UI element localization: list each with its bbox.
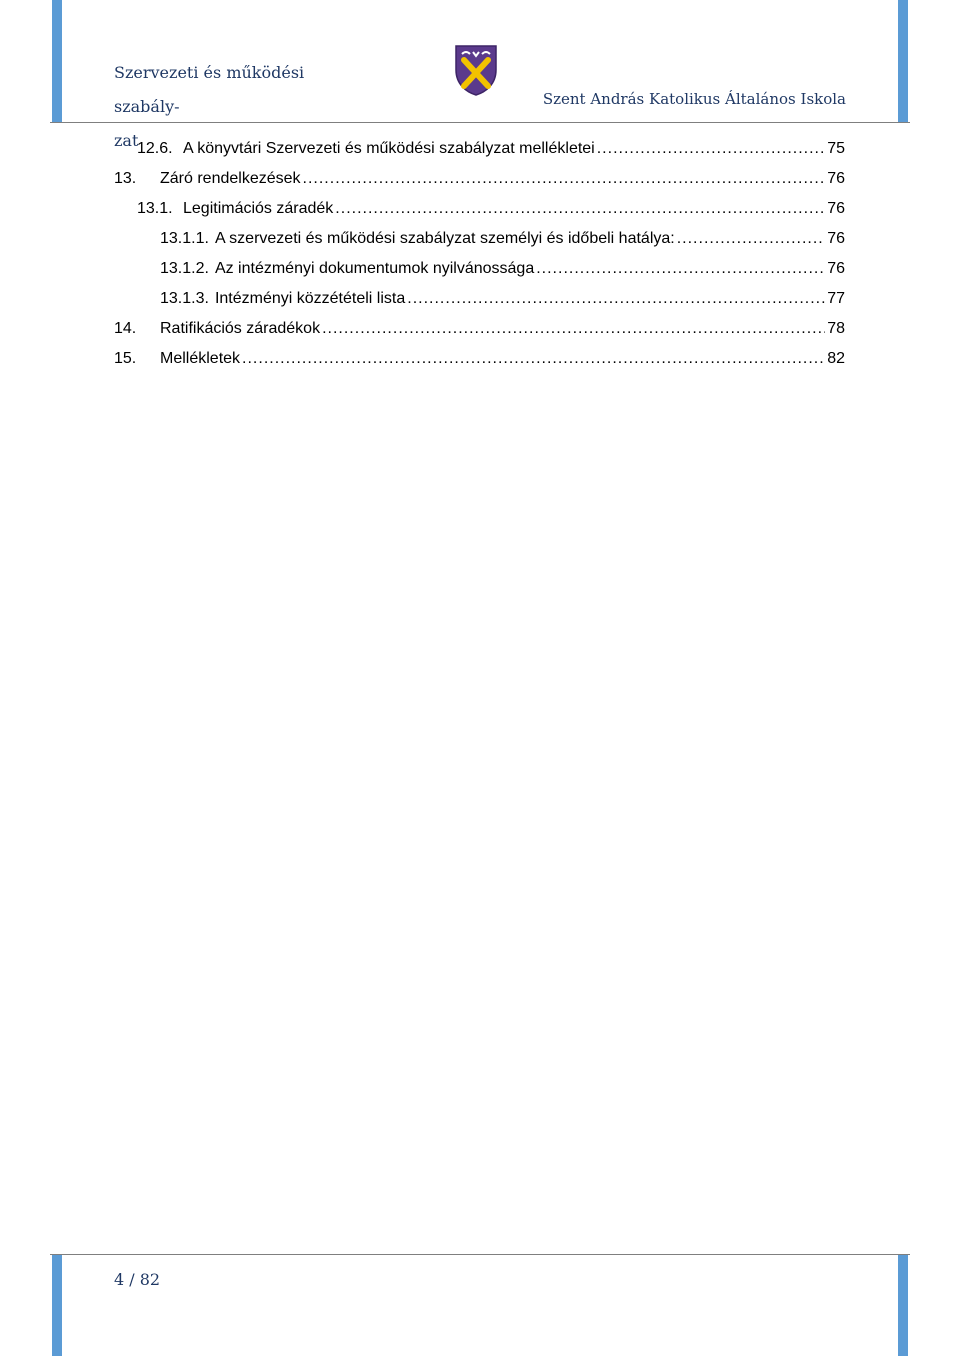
toc-dot-leader bbox=[242, 344, 825, 374]
toc-entry-title: Intézményi közzétételi lista bbox=[214, 290, 406, 307]
right-accent-bar-top bbox=[898, 0, 908, 122]
toc-entry-number: 15. bbox=[114, 350, 137, 367]
toc-entry-title: Mellékletek bbox=[160, 350, 241, 367]
toc-entry-title: Az intézményi dokumentumok nyilvánossága bbox=[214, 260, 535, 277]
toc-entry-page: 75 bbox=[827, 140, 845, 157]
toc-entry-13[interactable] bbox=[114, 164, 845, 194]
table-of-contents bbox=[114, 134, 845, 374]
toc-entry-15[interactable] bbox=[114, 344, 845, 374]
toc-entry-title: Legitimációs záradék bbox=[183, 200, 334, 217]
toc-entry-number: 13. bbox=[114, 170, 137, 187]
toc-entry-title: Záró rendelkezések bbox=[160, 170, 301, 187]
toc-entry-number: 13.1. bbox=[137, 200, 173, 217]
toc-entry-page: 77 bbox=[827, 290, 845, 307]
toc-entry-page: 82 bbox=[827, 350, 845, 367]
toc-dot-leader bbox=[536, 254, 825, 284]
toc-dot-leader bbox=[335, 194, 825, 224]
toc-entry-13-1-3[interactable] bbox=[114, 284, 845, 314]
toc-entry-title: A könyvtári Szervezeti és működési szabályzat mellékletei bbox=[183, 140, 595, 157]
toc-entry-title: A szervezeti és működési szabályzat személyi és időbeli hatálya: bbox=[214, 230, 675, 247]
toc-entry-page: 76 bbox=[827, 230, 845, 247]
toc-entry-14[interactable] bbox=[114, 314, 845, 344]
toc-entry-number: 13.1.1. bbox=[160, 230, 209, 247]
header-doc-title-line2: zat bbox=[114, 131, 139, 150]
toc-dot-leader bbox=[597, 134, 825, 164]
toc-entry-page: 76 bbox=[827, 170, 845, 187]
toc-entry-number: 13.1.3. bbox=[160, 290, 209, 307]
toc-entry-number: 14. bbox=[114, 320, 137, 337]
toc-dot-leader bbox=[407, 284, 825, 314]
toc-entry-13-1-2[interactable] bbox=[114, 254, 845, 284]
page-number: 4 / 82 bbox=[114, 1270, 161, 1289]
toc-dot-leader bbox=[322, 314, 825, 344]
footer-divider bbox=[50, 1254, 910, 1255]
toc-entry-page: 76 bbox=[827, 200, 845, 217]
toc-entry-13-1-1[interactable] bbox=[114, 224, 845, 254]
toc-entry-page: 78 bbox=[827, 320, 845, 337]
toc-entry-title: Ratifikációs záradékok bbox=[160, 320, 321, 337]
toc-entry-number: 13.1.2. bbox=[160, 260, 209, 277]
toc-entry-page: 76 bbox=[827, 260, 845, 277]
toc-dot-leader bbox=[303, 164, 826, 194]
toc-entry-number: 12.6. bbox=[137, 140, 173, 157]
toc-dot-leader bbox=[677, 224, 825, 254]
toc-entry-13-1[interactable] bbox=[114, 194, 845, 224]
toc-entry-12-6[interactable] bbox=[114, 134, 845, 164]
left-accent-bar-top bbox=[52, 0, 62, 122]
right-accent-bar-bottom bbox=[898, 1254, 908, 1356]
header-school-name: Szent András Katolikus Általános Iskola bbox=[542, 90, 846, 108]
school-crest-icon bbox=[454, 44, 498, 96]
header-doc-title-line1: Szervezeti és működési szabály- bbox=[114, 63, 305, 116]
left-accent-bar-bottom bbox=[52, 1254, 62, 1356]
